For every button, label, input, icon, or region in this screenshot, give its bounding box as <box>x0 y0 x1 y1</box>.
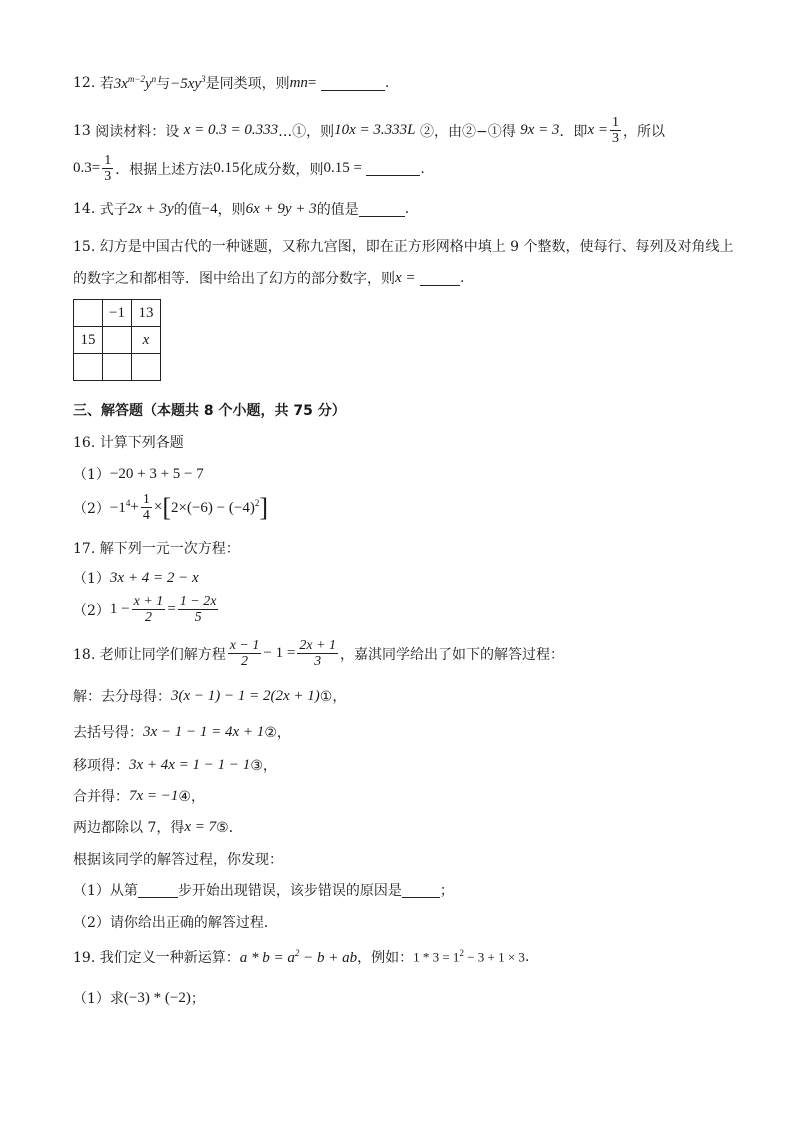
q13-text: ②，由②−①得 <box>419 123 516 140</box>
grid-row <box>74 354 161 381</box>
q18-step-mark: ②， <box>264 725 291 741</box>
q15-text: 的数字之和都相等．图中给出了幻方的部分数字，则 <box>73 271 395 287</box>
q18-text: 18. 老师让同学们解方程 <box>73 646 226 663</box>
grid-cell <box>103 327 132 354</box>
q16-operator: × <box>153 499 163 515</box>
q17-part1 <box>73 568 199 588</box>
q18-step4 <box>73 786 205 806</box>
q18-find: 根据该同学的解答过程，你发现： <box>73 852 283 868</box>
q19-text: （1）求 <box>73 991 124 1007</box>
q18-step-label: 移项得： <box>73 758 129 774</box>
q17-part-label: （2） <box>73 602 110 619</box>
q18-step-label: 两边都除以 7，得 <box>73 820 185 836</box>
q16-expr: $-1^4$ <box>109 498 131 516</box>
q18-step-label: 去括号得： <box>73 725 143 741</box>
q16-part-label: （2） <box>73 500 110 517</box>
q16-part2 <box>73 492 268 523</box>
q16-expr: −20 + 3 + 5 − 7 <box>109 465 204 482</box>
q13-expr: 0.3 <box>73 160 92 176</box>
q18-step-mark: ④， <box>178 789 205 805</box>
q15-line2 <box>73 268 464 288</box>
q13-line1 <box>73 115 665 146</box>
q13-expr: x = 0.3 = 0.333 <box>183 122 279 138</box>
q14-number: 14. <box>73 201 96 217</box>
q18-step-label: 合并得： <box>73 789 129 805</box>
q13-answer-blank[interactable] <box>366 161 420 176</box>
grid-cell: 15 <box>74 327 103 354</box>
q13-equals: = <box>91 160 101 176</box>
q18-step-label: 解：去分母得： <box>73 689 171 705</box>
left-bracket-icon: [ <box>162 492 171 522</box>
q12-equals: = <box>307 74 317 91</box>
q14-text: ，则 <box>217 202 246 218</box>
q19-text: ，例如： <box>357 950 414 966</box>
q12-product: mn <box>289 74 308 91</box>
q14-line <box>73 199 409 219</box>
q18-step-expr: x = 7 <box>184 818 217 835</box>
q15-line1 <box>73 236 734 256</box>
q13-text: 化成分数，则 <box>239 161 324 178</box>
q18-step-mark: ⑤． <box>216 820 243 836</box>
q18-expr: − 1 = <box>263 645 296 661</box>
q17-fraction: $\frac{x + 1}{2}$ <box>133 594 164 625</box>
q16-part-label: （1） <box>73 467 110 483</box>
q17-title: 17. 解下列一元一次方程： <box>73 541 240 557</box>
q18-step1 <box>73 686 346 706</box>
q19-text: ； <box>190 991 205 1007</box>
q13-text: …①，则 <box>278 123 335 140</box>
q13-line2 <box>73 153 425 184</box>
q18-part2: （2）请你给出正确的解答过程． <box>73 915 278 931</box>
q19-text: 19. 我们定义一种新运算： <box>73 950 240 966</box>
q16-title: 16. 计算下列各题 <box>73 435 184 451</box>
q13-fraction: $\frac{1}{3}$ <box>611 115 619 146</box>
q18-step2 <box>73 722 291 742</box>
q16-operator: + <box>130 499 139 515</box>
grid-cell: −1 <box>103 300 132 327</box>
q19-expr: (−3) * (−2) <box>123 989 191 1006</box>
q17-fraction: $\frac{1 - 2x}{5}$ <box>179 594 217 625</box>
section-heading: 三、解答题（本题共 8 个小题，共 75 分） <box>73 403 346 419</box>
q18-fraction: $\frac{x - 1}{2}$ <box>229 638 260 669</box>
q18-text: 步开始出现错误，该步错误的原因是 <box>177 883 402 899</box>
q13-text: 阅读材料：设 <box>95 123 180 140</box>
q18-reason-blank[interactable] <box>402 883 440 898</box>
q14-text: 的值 <box>173 202 202 218</box>
q17-equals: = <box>167 601 176 617</box>
q12-period: . <box>384 75 390 91</box>
grid-cell <box>132 354 161 381</box>
q14-value: −4 <box>201 200 218 217</box>
q18-step-mark: ③， <box>250 758 277 774</box>
q13-text: ．即 <box>559 123 588 140</box>
q13-expr: x = <box>587 122 608 138</box>
q19-part1 <box>73 988 205 1008</box>
q13-expr: 0.15 <box>213 160 240 176</box>
q12-answer-blank[interactable] <box>321 76 385 91</box>
q19-definition: $a * b = a^2 - b$ + ab <box>239 947 358 966</box>
q16-part1 <box>73 464 204 484</box>
q18-step-expr: 3x − 1 − 1 = 4x + 1 <box>143 723 265 740</box>
grid-cell: 13 <box>132 300 161 327</box>
grid-cell <box>74 354 103 381</box>
q15-expr: x = <box>395 269 416 286</box>
q17-part2 <box>73 594 220 625</box>
q15-text: 15. 幻方是中国古代的一种谜题，又称九宫图，即在正方形网格中填上 9 个整数，使每行、每列及对角线上 <box>73 239 734 255</box>
q13-expr: 10x = 3.333L <box>334 122 416 138</box>
q19-intro <box>73 947 529 967</box>
q18-step-mark: ①， <box>319 689 347 705</box>
q18-step3 <box>73 755 277 775</box>
q19-period: . <box>524 949 530 965</box>
q15-period: . <box>459 270 465 286</box>
magic-square-grid <box>73 299 161 381</box>
q13-text: ，所以 <box>622 123 665 140</box>
q19-example: $1 * 3 = 1^2 - 3 + 1 \times 3$ <box>413 948 525 965</box>
q14-expr: 2x + 3y <box>127 200 174 217</box>
q12-line <box>73 73 389 93</box>
grid-row <box>74 300 161 327</box>
q18-step5 <box>73 817 243 837</box>
q18-step-expr: 7x = −1 <box>129 787 179 804</box>
q13-fraction: $\frac{1}{3}$ <box>104 153 112 184</box>
q18-text: ，嘉淇同学给出了如下的解答过程： <box>339 646 564 663</box>
q18-step-blank[interactable] <box>138 883 178 898</box>
q13-number: 13 <box>73 122 91 139</box>
q13-expr: 9x = 3 <box>520 122 560 138</box>
q14-text: 的值是 <box>316 202 359 218</box>
q12-text: 与 <box>156 76 171 92</box>
q16-expr: $2\times(-6) - (-4)^2$ <box>171 498 260 516</box>
q14-text: 式子 <box>99 202 128 218</box>
q18-intro <box>73 638 564 669</box>
q16-fraction: $\frac{1}{4}$ <box>142 492 150 523</box>
q12-term1: $3x^{m-2}y^n$ <box>113 73 157 92</box>
q18-text: ； <box>439 883 454 899</box>
q18-text: （1）从第 <box>73 883 138 899</box>
grid-cell: x <box>132 327 161 354</box>
grid-row <box>74 327 161 354</box>
q13-period: . <box>420 160 425 177</box>
q15-answer-blank[interactable] <box>420 271 460 286</box>
q14-period: . <box>404 201 410 217</box>
q18-step-expr: 3x + 4x = 1 − 1 − 1 <box>129 756 251 773</box>
q17-expr: 1 − <box>109 601 130 617</box>
q18-part1 <box>73 880 454 900</box>
grid-cell <box>103 354 132 381</box>
q12-number: 12. <box>73 75 96 91</box>
q14-expr: 6x + 9y + 3 <box>245 200 317 217</box>
q18-fraction: $\frac{2x + 1}{3}$ <box>299 638 336 669</box>
q12-text: 是同类项，则 <box>205 76 290 92</box>
q12-term2: $-5xy^3$ <box>170 73 206 92</box>
right-bracket-icon: ] <box>259 492 268 522</box>
grid-cell <box>74 300 103 327</box>
q13-expr: 0.15 = <box>323 160 362 176</box>
q14-answer-blank[interactable] <box>359 202 405 217</box>
q17-expr: 3x + 4 = 2 − x <box>109 569 199 586</box>
q13-text: ．根据上述方法 <box>115 161 214 178</box>
q17-part-label: （1） <box>73 571 110 587</box>
q12-text: 若 <box>99 76 114 92</box>
q18-step-expr: 3(x − 1) − 1 = 2(2x + 1) <box>171 687 320 704</box>
